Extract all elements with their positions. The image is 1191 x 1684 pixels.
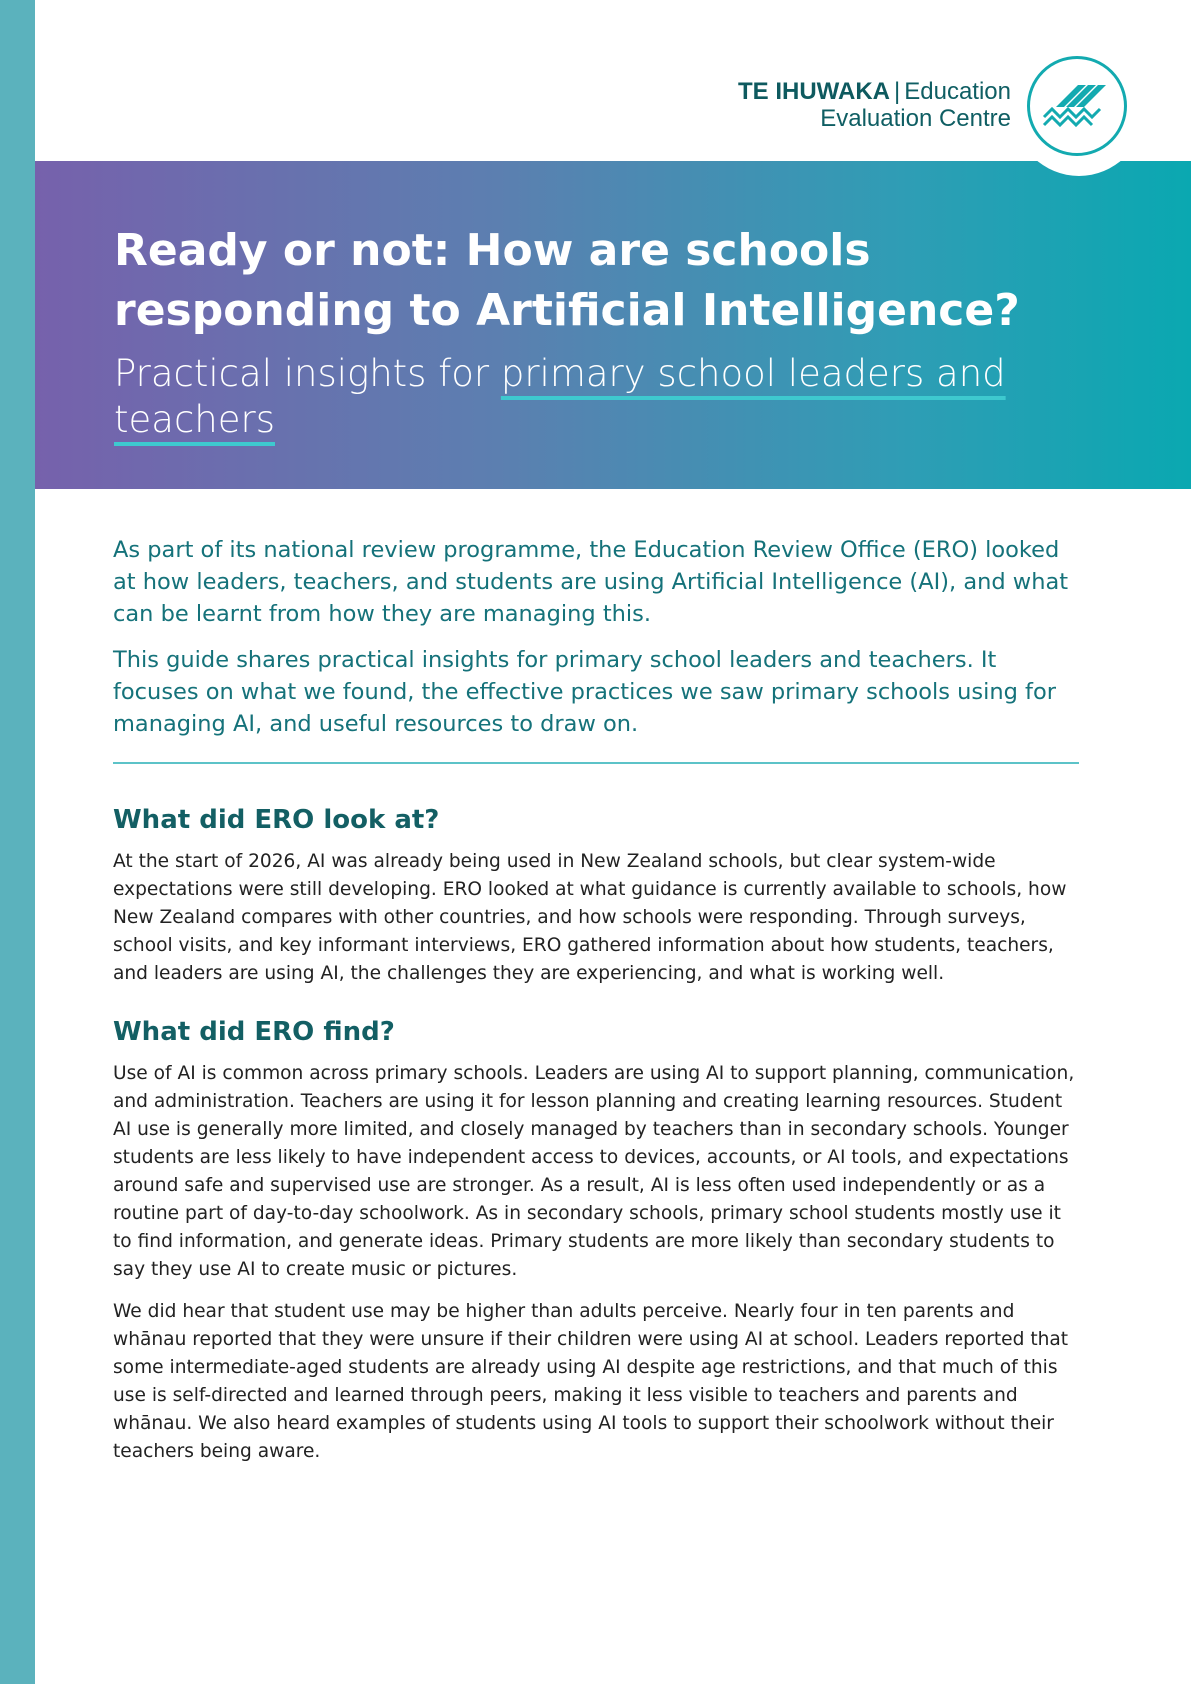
- logo-badge: [1014, 46, 1144, 176]
- section-what-ero-found: [113, 1016, 1079, 1466]
- intro-paragraph: As part of its national review programme, the Education Review Office (ERO) looked at how leaders, teachers, and students are using Artificial Intelligence (AI), and what can be learnt from how they are managing this.: [113, 537, 1069, 627]
- body-paragraph: Use of AI is common across primary schools. Leaders are using AI to support planning, communication, and administration. Teachers are using it for lesson planning and creating learning resources. Student AI use is generally more limited, and closely managed by teachers than in secondary schools. Younger students are less likely to have independent access to devices, accounts, or AI tools, and expectations around safe and supervised use are stronger. As a result, AI is less often used independently or as a routine part of day-to-day schoolwork. As in secondary schools, primary school students mostly use it to find information, and generate ideas. Primary students are more likely than secondary students to say they use AI to create music or pictures.: [113, 1063, 1075, 1280]
- brand-wordmark: [738, 78, 1011, 132]
- brand-name-line2: Evaluation Centre: [820, 105, 1011, 132]
- ero-chevron-logo-icon: [1027, 56, 1127, 156]
- title-line-2: responding to Artificial Intelligence?: [114, 285, 1020, 336]
- title-line-1: Ready or not: How are schools: [114, 225, 871, 276]
- section-divider: [113, 762, 1079, 764]
- section-heading: What did ERO find?: [113, 1017, 395, 1047]
- intro-block: [113, 534, 1079, 740]
- section-heading: What did ERO look at?: [113, 805, 440, 835]
- brand-separator: |: [894, 78, 901, 105]
- left-accent-bar: [0, 0, 35, 1684]
- subtitle-audience-underlined: primary school leaders and teachers: [114, 352, 1006, 441]
- body-paragraph: At the start of 2026, AI was already being used in New Zealand schools, but clear system-wide expectations were still developing. ERO looked at what guidance is currently available to schools, how New Zealand compares with other countries, and how schools were responding. Through surveys, school visits, and key informant interviews, ERO gathered information about how students, teachers, and leaders are using AI, the challenges they are experiencing, and what is working well.: [113, 851, 1067, 984]
- brand-name-strong: TE IHUWAKA: [738, 78, 891, 105]
- page-subtitle: [114, 351, 1014, 443]
- section-body: [113, 1060, 1079, 1466]
- subtitle-plain: Practical insights for: [114, 352, 501, 395]
- hero-banner: [35, 161, 1191, 489]
- brand-name-line1: Education: [904, 78, 1011, 105]
- intro-paragraph: This guide shares practical insights for primary school leaders and teachers. It focuses on what we found, the effective practices we saw primary schools using for managing AI, and useful resources to draw on.: [113, 647, 1056, 737]
- body-paragraph: We did hear that student use may be higher than adults perceive. Nearly four in ten parents and whānau reported that they were unsure if their children were using AI at school. Leaders reported that some intermediate-aged students are already using AI despite age restrictions, and that much of this use is self-directed and learned through peers, making it less visible to teachers and parents and whānau. We also heard examples of students using AI tools to support their schoolwork without their teachers being aware.: [113, 1301, 1069, 1462]
- brand-line-1: [738, 78, 1011, 105]
- section-what-ero-looked-at: [113, 804, 1079, 988]
- main-content: [113, 534, 1079, 1494]
- section-body: [113, 848, 1079, 988]
- page-title: [114, 221, 1094, 341]
